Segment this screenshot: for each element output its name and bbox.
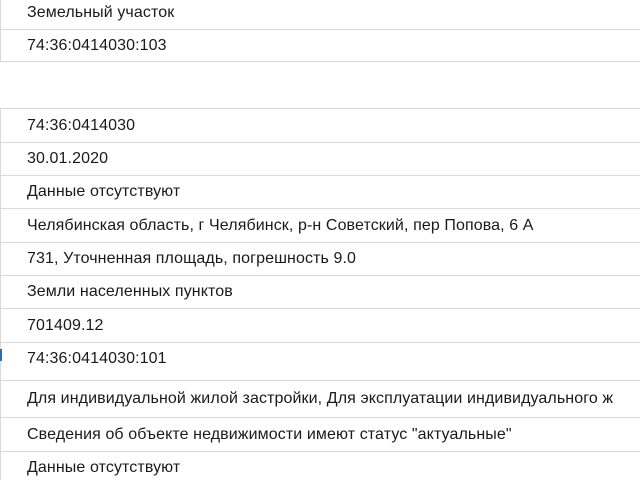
status-value: Сведения об объекте недвижимости имеют статус "актуальные"	[27, 425, 512, 443]
cadastral-number-value: 74:36:0414030:103	[27, 36, 167, 54]
table-row	[0, 418, 640, 452]
section-gap	[0, 62, 640, 109]
address-value: Челябинская область, г Челябинск, р-н Советский, пер Попова, 6 А	[27, 216, 534, 234]
row-left-border	[0, 381, 1, 417]
permitted-use-value: Для индивидуальной жилой застройки, Для эксплуатации индивидуального ж	[27, 390, 614, 407]
row-left-border	[0, 452, 1, 480]
no-data-value: Данные отсутствуют	[27, 459, 181, 476]
table-row	[0, 0, 640, 30]
area-value: 731, Уточненная площадь, погрешность 9.0	[27, 250, 357, 267]
row-left-border	[0, 30, 1, 61]
object-type-value: Земельный участок	[27, 4, 175, 21]
row-left-border	[0, 209, 1, 242]
table-row	[0, 381, 640, 418]
row-left-border	[0, 143, 1, 175]
table-row	[0, 243, 640, 276]
table-row	[0, 452, 640, 480]
table-row	[0, 343, 640, 381]
row-left-border	[0, 0, 1, 29]
table-row	[0, 109, 640, 143]
row-left-border	[0, 276, 1, 308]
table-row	[0, 30, 640, 62]
no-data-value: Данные отсутствуют	[27, 183, 181, 200]
table-row	[0, 143, 640, 176]
land-category-value: Земли населенных пунктов	[27, 283, 233, 300]
parent-cadastral-number-value: 74:36:0414030:101	[27, 349, 167, 367]
row-left-border	[0, 109, 1, 142]
table-row	[0, 209, 640, 243]
row-left-border	[0, 309, 1, 342]
row-left-border	[0, 243, 1, 275]
row-left-border	[0, 176, 1, 208]
table-row	[0, 176, 640, 209]
row-marker	[0, 349, 2, 361]
cadastral-value-value: 701409.12	[27, 316, 104, 334]
row-left-border	[0, 418, 1, 451]
cadastral-quarter-value: 74:36:0414030	[27, 116, 136, 134]
registration-date-value: 30.01.2020	[27, 150, 109, 167]
table-row	[0, 276, 640, 309]
